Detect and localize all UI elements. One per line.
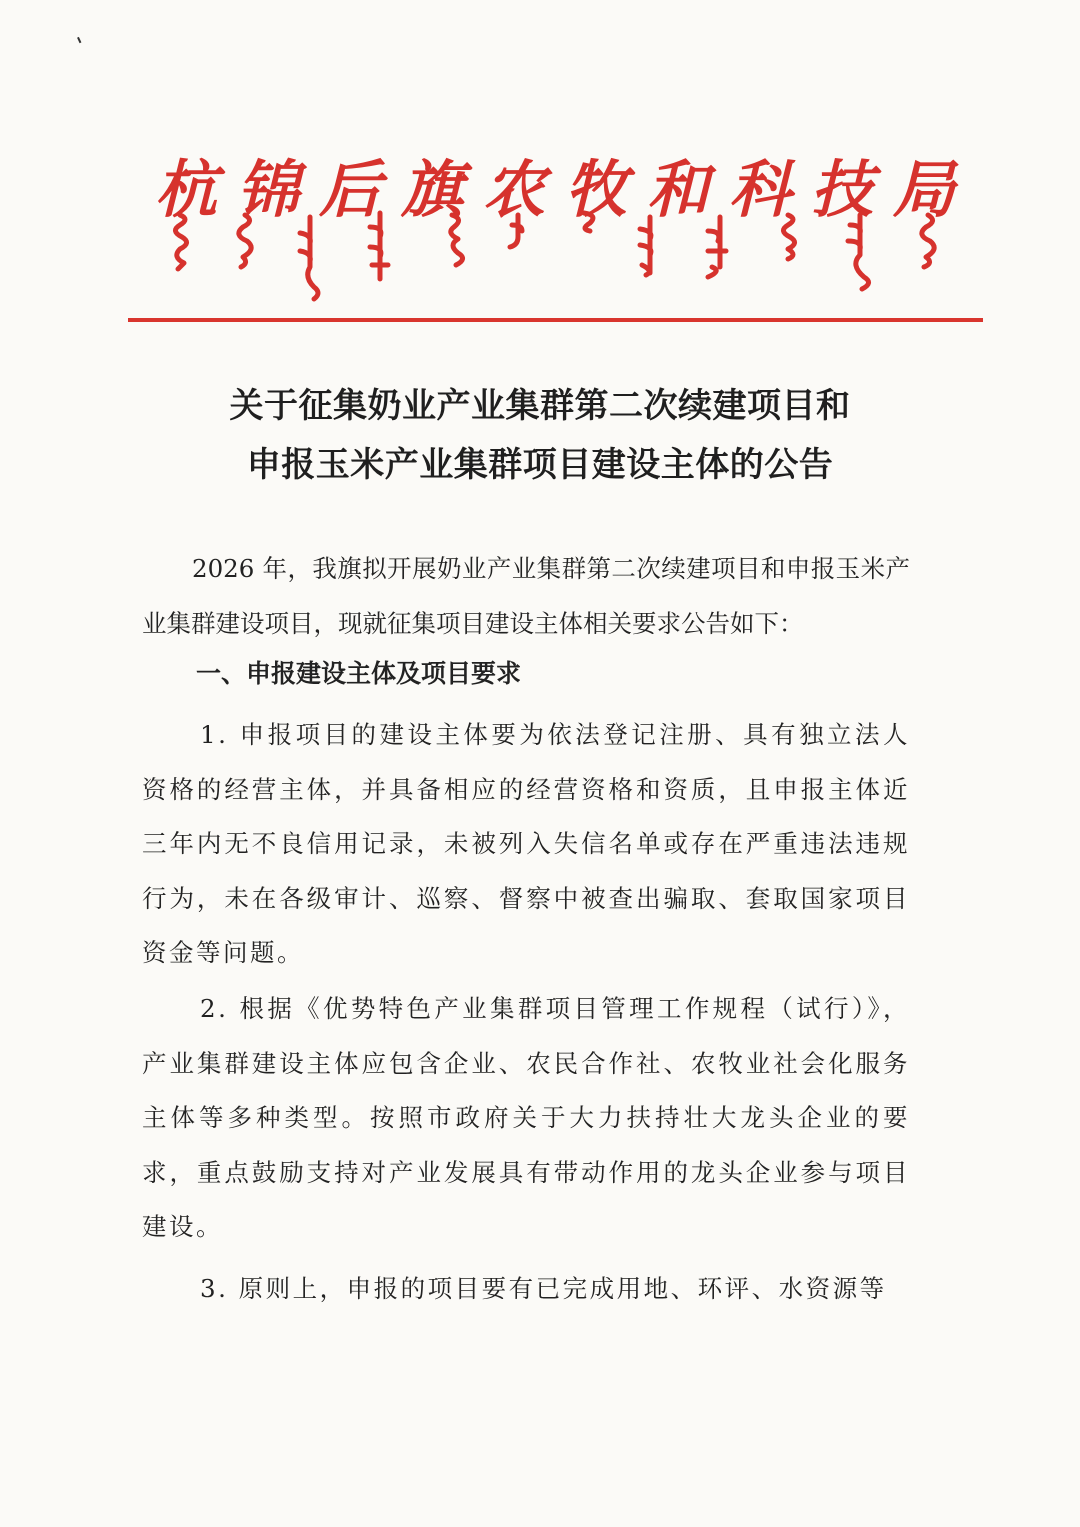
org-name-char: 和 <box>646 153 709 226</box>
org-name-char: 农 <box>482 153 545 226</box>
mongolian-script-drawing <box>160 205 950 305</box>
org-name-char: 牧 <box>564 153 627 226</box>
requirement-item-2: 2. 根据《优势特色产业集群项目管理工作规程（试行）》，产业集群建设主体应包含企业、农民合作社、农牧业社会化服务主体等多种类型。按照市政府关于大力扶持壮大龙头企业的要求，重点鼓励支持对产业发展具有带动作用的龙头企业参与项目建设。 <box>142 994 910 1241</box>
header-divider <box>128 318 983 322</box>
org-name-char: 后 <box>318 153 381 226</box>
document-title-line-2: 申报玉米产业集群项目建设主体的公告 <box>246 445 834 485</box>
org-name-char: 杭 <box>155 153 218 226</box>
org-name-char: 锦 <box>236 153 299 226</box>
requirement-item-1: 1. 申报项目的建设主体要为依法登记注册、具有独立法人资格的经营主体，并具备相应的经营资格和资质，且申报主体近三年内无不良信用记录，未被列入失信名单或存在严重违法违规行为，未在各级审计、巡察、督察中被查出骗取、套取国家项目资金等问题。 <box>142 720 910 967</box>
scan-mark <box>77 35 86 43</box>
mongolian-script-letterhead <box>160 205 950 305</box>
org-name-char: 科 <box>728 153 791 226</box>
requirement-item-3: 3. 原则上，申报的项目要有已完成用地、环评、水资源等 <box>200 1274 887 1303</box>
org-name-char: 局 <box>892 153 955 226</box>
section-heading: 一、申报建设主体及项目要求 <box>196 659 522 688</box>
intro-paragraph: 2026 年，我旗拟开展奶业产业集群第二次续建项目和申报玉米产业集群建设项目，现就征集项目建设主体相关要求公告如下： <box>142 554 910 638</box>
org-name-char: 技 <box>810 153 873 226</box>
org-name-char: 旗 <box>400 153 463 226</box>
document-title-line-1: 关于征集奶业产业集群第二次续建项目和 <box>229 386 851 426</box>
